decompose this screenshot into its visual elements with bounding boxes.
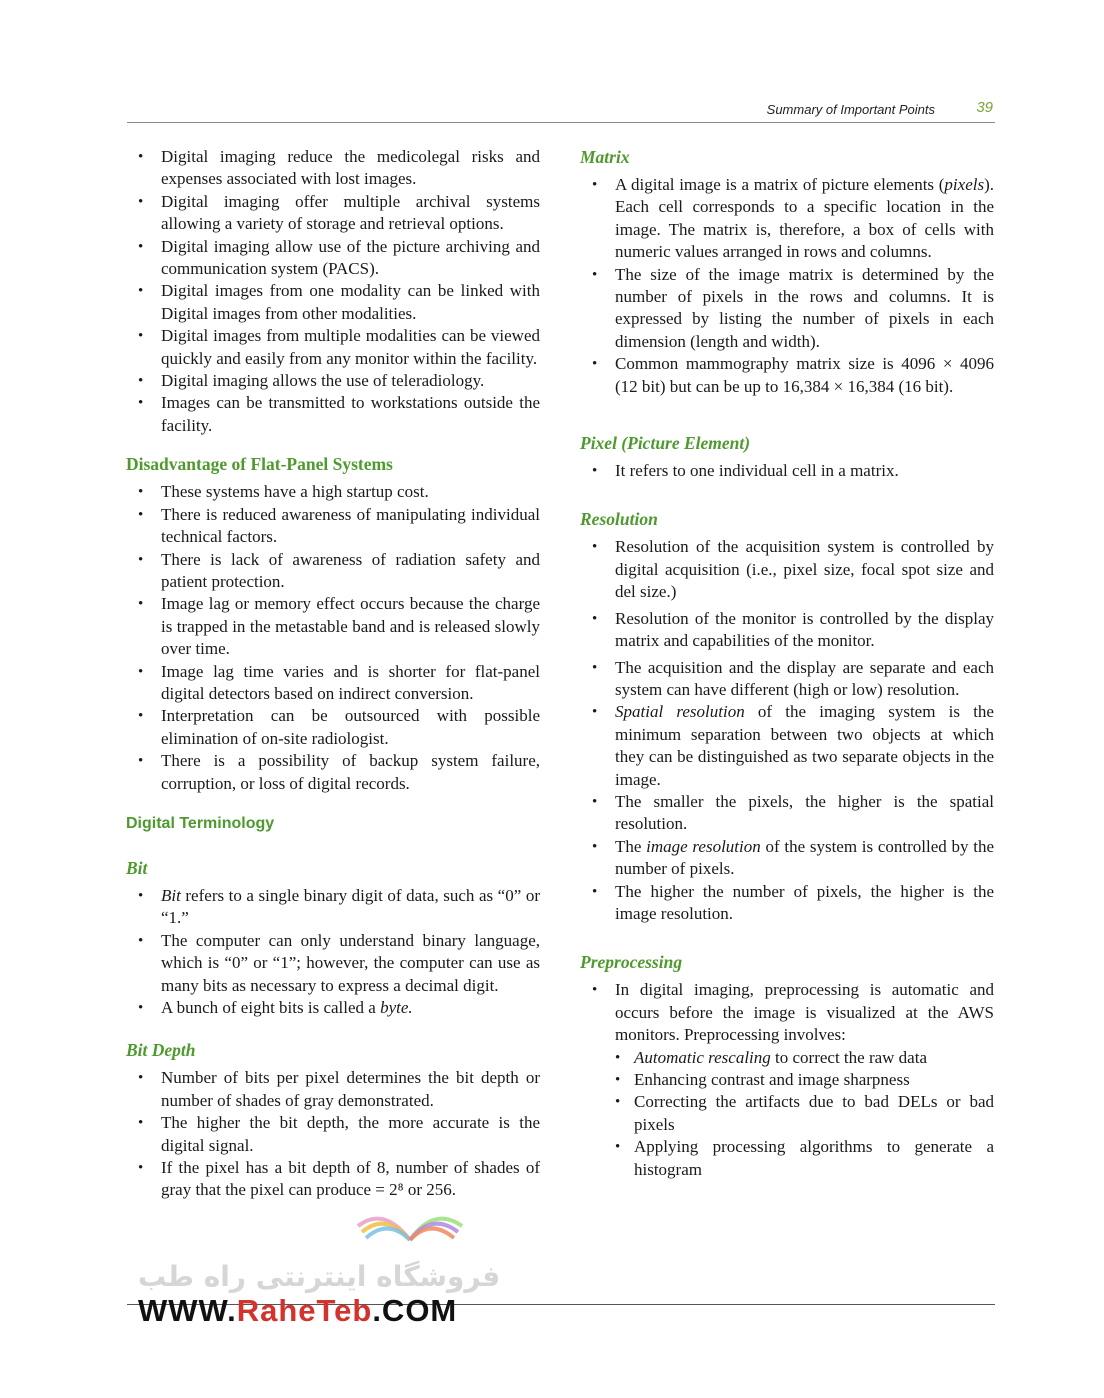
sub-list-item: • Enhancing contrast and image sharpness — [615, 1069, 994, 1091]
list-item: • Resolution of the acquisition system is controlled by digital acquisition (i.e., pixel size, focal spot size and del size.) — [580, 536, 994, 603]
list-item: • Resolution of the monitor is controlled by the display matrix and capabilities of the monitor. — [580, 608, 994, 653]
list-item: • The size of the image matrix is determined by the number of pixels in the rows and columns. It is expressed by listing the number of pixels in each dimension (length and width). — [580, 264, 994, 354]
list-item: • The acquisition and the display are separate and each system can have different (high or low) resolution. — [580, 657, 994, 702]
list-item: • A bunch of eight bits is called a byte. — [126, 997, 540, 1019]
list-item: • Number of bits per pixel determines the bit depth or number of shades of gray demonstrated. — [126, 1067, 540, 1112]
disadvantage-heading: Disadvantage of Flat-Panel Systems — [126, 454, 393, 475]
list-item: • The image resolution of the system is controlled by the number of pixels. — [580, 836, 994, 881]
list-item: • A digital image is a matrix of picture elements (pixels). Each cell corresponds to a specific location in the image. The matrix is, therefore, a box of cells with numeric values arranged in rows and columns. — [580, 174, 994, 264]
pixel-list — [580, 460, 994, 482]
matrix-heading: Matrix — [580, 147, 630, 167]
list-item: • The higher the number of pixels, the higher is the image resolution. — [580, 881, 994, 926]
preprocessing-sublist — [615, 1047, 994, 1181]
left-column — [126, 146, 540, 1202]
sub-list-item: • Automatic rescaling to correct the raw data — [615, 1047, 994, 1069]
disadvantage-list — [126, 481, 540, 795]
running-header — [127, 96, 995, 123]
bit-heading: Bit — [126, 857, 148, 878]
bit-depth-list — [126, 1067, 540, 1201]
list-item: • These systems have a high startup cost. — [126, 481, 540, 503]
intro-list — [126, 146, 540, 437]
list-item: • Image lag time varies and is shorter for flat-panel digital detectors based on indirect conversion. — [126, 661, 540, 706]
list-item: • In digital imaging, preprocessing is automatic and occurs before the image is visualized at the AWS monitors. Preprocessing involves: • Automatic rescaling to correct the raw data • Enhancing contrast and image sharpness • Correcting the artifacts due to bad DELs or bad pixels • Applying processing algorithms to generate a histogram — [580, 979, 994, 1181]
list-item: • Digital images from multiple modalities can be viewed quickly and easily from any monitor within the facility. — [126, 325, 540, 370]
sub-list-item: • Correcting the artifacts due to bad DELs or bad pixels — [615, 1091, 994, 1136]
list-item: • Digital imaging offer multiple archival systems allowing a variety of storage and retrieval options. — [126, 191, 540, 236]
sub-list-item: • Applying processing algorithms to generate a histogram — [615, 1136, 994, 1181]
pixel-heading: Pixel (Picture Element) — [580, 433, 751, 454]
list-item: • There is a possibility of backup system failure, corruption, or loss of digital records. — [126, 750, 540, 795]
list-item: • Interpretation can be outsourced with possible elimination of on-site radiologist. — [126, 705, 540, 750]
preprocessing-list — [580, 979, 994, 1181]
page-number: 39 — [976, 99, 993, 116]
list-item: • The higher the bit depth, the more accurate is the digital signal. — [126, 1112, 540, 1157]
bit-list — [126, 885, 540, 1019]
list-item: • Images can be transmitted to workstations outside the facility. — [126, 392, 540, 437]
list-item: • Image lag or memory effect occurs because the charge is trapped in the metastable band and is released slowly over time. — [126, 593, 540, 660]
list-item: • Common mammography matrix size is 4096 × 4096 (12 bit) but can be up to 16,384 × 16,384 (16 bit). — [580, 353, 994, 398]
resolution-list — [580, 536, 994, 925]
list-item: • Digital imaging allows the use of teleradiology. — [126, 370, 540, 392]
list-item: • Digital imaging allow use of the picture archiving and communication system (PACS). — [126, 236, 540, 281]
right-column — [580, 146, 994, 1181]
list-item: • Spatial resolution of the imaging system is the minimum separation between two objects at which they can be distinguished as two separate objects in the image. — [580, 701, 994, 791]
list-item: • Digital imaging reduce the medicolegal risks and expenses associated with lost images. — [126, 146, 540, 191]
list-item: • If the pixel has a bit depth of 8, number of shades of gray that the pixel can produce = 2⁸ or 256. — [126, 1157, 540, 1202]
list-item: • The smaller the pixels, the higher is the spatial resolution. — [580, 791, 994, 836]
list-item: • Digital images from one modality can be linked with Digital images from other modalities. — [126, 280, 540, 325]
list-item: • It refers to one individual cell in a matrix. — [580, 460, 994, 482]
list-item: • There is lack of awareness of radiation safety and patient protection. — [126, 549, 540, 594]
list-item: • There is reduced awareness of manipulating individual technical factors. — [126, 504, 540, 549]
terminology-heading: Digital Terminology — [126, 814, 275, 832]
resolution-heading: Resolution — [580, 509, 658, 530]
bit-depth-heading: Bit Depth — [126, 1040, 196, 1061]
matrix-list — [580, 174, 994, 398]
list-item: • Bit refers to a single binary digit of data, such as “0” or “1.” — [126, 885, 540, 930]
watermark-farsi: فروشگاه اینترنتی راه طب — [138, 1260, 501, 1293]
watermark-url: WWW.RaheTeb.COM — [138, 1293, 458, 1328]
running-title: Summary of Important Points — [766, 102, 935, 117]
book-logo-icon — [354, 1196, 466, 1260]
list-item: • The computer can only understand binary language, which is “0” or “1”; however, the computer can use as many bits as necessary to express a decimal digit. — [126, 930, 540, 997]
preprocessing-heading: Preprocessing — [580, 952, 683, 973]
